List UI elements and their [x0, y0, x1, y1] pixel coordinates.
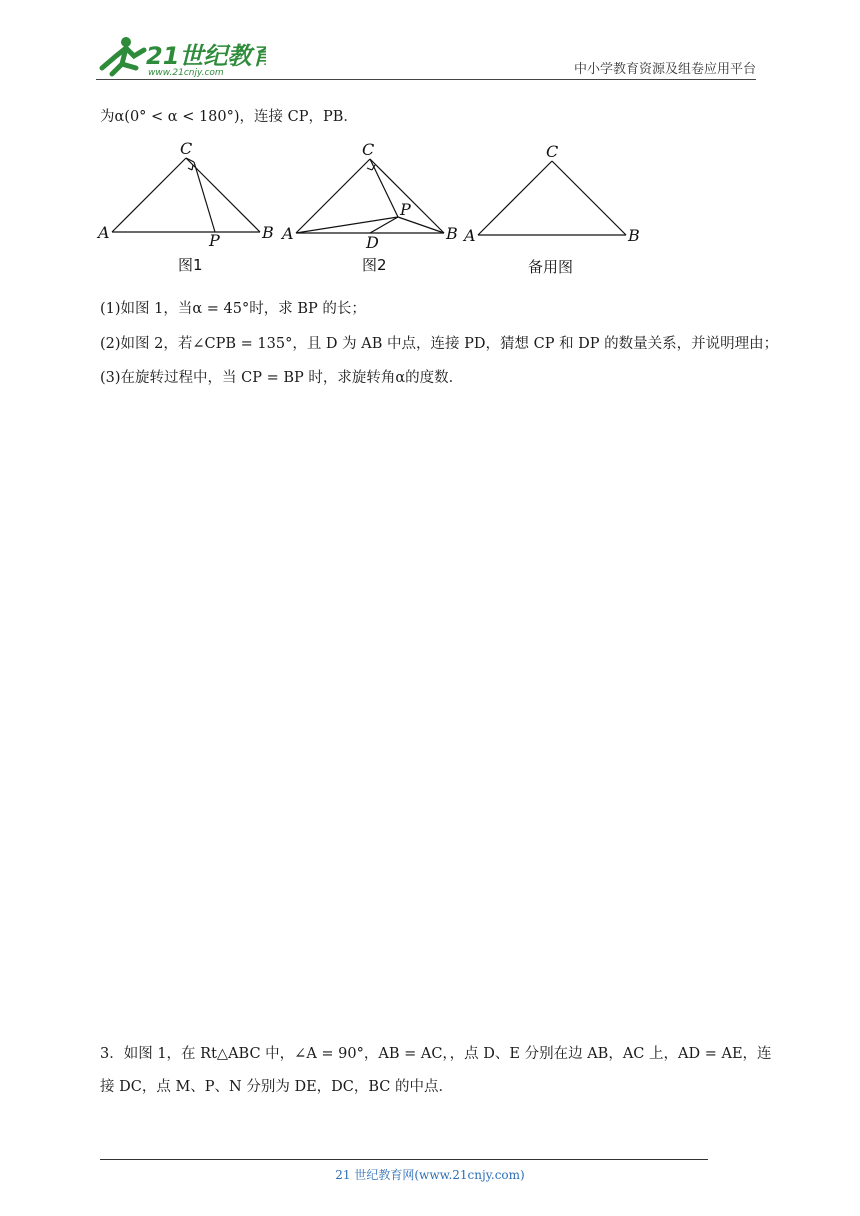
- fig3-label-C: C: [546, 142, 559, 161]
- footer-link[interactable]: 21 世纪教育网(www.21cnjy.com): [335, 1168, 525, 1182]
- header-platform-text: 中小学教育资源及组卷应用平台: [573, 62, 756, 77]
- header-divider: [96, 79, 756, 80]
- fig2-label-B: B: [446, 224, 458, 243]
- fig2-label-P: P: [400, 200, 411, 219]
- logo-url: www.21cnjy.com: [148, 68, 224, 78]
- footer-divider: [100, 1159, 708, 1160]
- question-3: (3)在旋转过程中，当 CP = BP 时，求旋转角α的度数．: [100, 370, 464, 386]
- fig1-label-A: A: [98, 223, 110, 242]
- problem3-line-2: 接 DC，点 M、P、N 分别为 DE，DC，BC 的中点．: [100, 1079, 454, 1095]
- fig1-label-P: P: [209, 231, 220, 250]
- figure-2: [296, 159, 444, 233]
- fig2-label-A: A: [282, 224, 294, 243]
- site-logo: [96, 34, 266, 78]
- fig3-label-B: B: [628, 226, 640, 245]
- question-1: (1)如图 1，当α = 45°时，求 BP 的长；: [100, 301, 366, 317]
- fig1-label-B: B: [262, 223, 274, 242]
- fig3-label-A: A: [464, 226, 476, 245]
- problem3-line-1: 3．如图 1，在 Rt△ABC 中，∠A = 90°，AB = AC，，点 D、E 分别在边 AB，AC 上，AD = AE，连: [100, 1046, 772, 1062]
- fig1-caption: 图1: [178, 256, 203, 274]
- runner-logo-icon: [102, 37, 144, 74]
- fig3-caption: 备用图: [528, 258, 574, 276]
- figure-group: [92, 138, 652, 283]
- fig1-label-C: C: [180, 139, 193, 158]
- question-2: (2)如图 2，若∠CPB = 135°，且 D 为 AB 中点，连接 PD，猜想 CP 和 DP 的数量关系，并说明理由；: [100, 336, 779, 352]
- figure-spare: [478, 161, 626, 235]
- figure-1: [112, 158, 260, 232]
- problem2-intro: 为α(0° < α < 180°)，连接 CP，PB．: [100, 109, 358, 125]
- fig2-caption: 图2: [362, 256, 387, 274]
- fig2-label-C: C: [362, 140, 375, 159]
- logo-wordmark: 21世纪教育: [146, 42, 266, 70]
- fig2-label-D: D: [366, 233, 379, 252]
